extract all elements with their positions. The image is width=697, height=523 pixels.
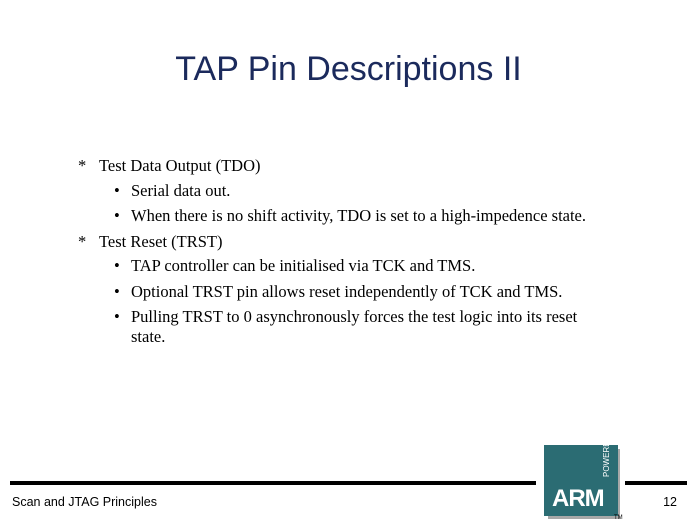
slide-content xyxy=(78,156,638,352)
bullet-item xyxy=(78,307,591,346)
slide-title: TAP Pin Descriptions II xyxy=(175,50,522,88)
logo-trademark: TM xyxy=(614,515,623,521)
bullet-text: Optional TRST pin allows reset independently of TCK and TMS. xyxy=(131,281,563,301)
footer-divider xyxy=(10,481,536,485)
bullet-text: Pulling TRST to 0 asynchronously forces the test logic into its reset state. xyxy=(131,307,578,346)
asterisk-bullet: * xyxy=(78,231,87,251)
section-heading: Test Reset (TRST) xyxy=(99,231,223,251)
section-heading: Test Data Output (TDO) xyxy=(99,156,261,175)
bullet-item xyxy=(78,206,591,226)
page-number: 12 xyxy=(663,495,677,509)
section-trst-heading xyxy=(78,232,638,252)
bullet-text: When there is no shift activity, TDO is set to a high-impedence state. xyxy=(131,206,587,225)
logo-box xyxy=(544,435,618,516)
bullet-dot-icon: • xyxy=(114,206,120,225)
bullet-dot-icon: • xyxy=(114,281,120,301)
bullet-item xyxy=(78,256,591,276)
logo-word: ARM xyxy=(552,485,604,512)
bullet-dot-icon: • xyxy=(114,307,120,326)
logo-vertical-text: POWERED xyxy=(602,435,611,477)
bullet-item xyxy=(78,282,591,302)
bullet-dot-icon: • xyxy=(114,256,120,275)
bullet-text: TAP controller can be initialised via TCK and TMS. xyxy=(131,256,476,275)
bullet-text: Serial data out. xyxy=(131,180,231,200)
asterisk-bullet: * xyxy=(78,156,87,175)
section-tdo-heading xyxy=(78,156,638,176)
arm-powered-logo xyxy=(544,435,624,521)
bullet-item xyxy=(78,181,591,201)
footer-text: Scan and JTAG Principles xyxy=(12,495,157,509)
bullet-dot-icon: • xyxy=(114,180,120,200)
footer-divider-right xyxy=(625,481,687,485)
